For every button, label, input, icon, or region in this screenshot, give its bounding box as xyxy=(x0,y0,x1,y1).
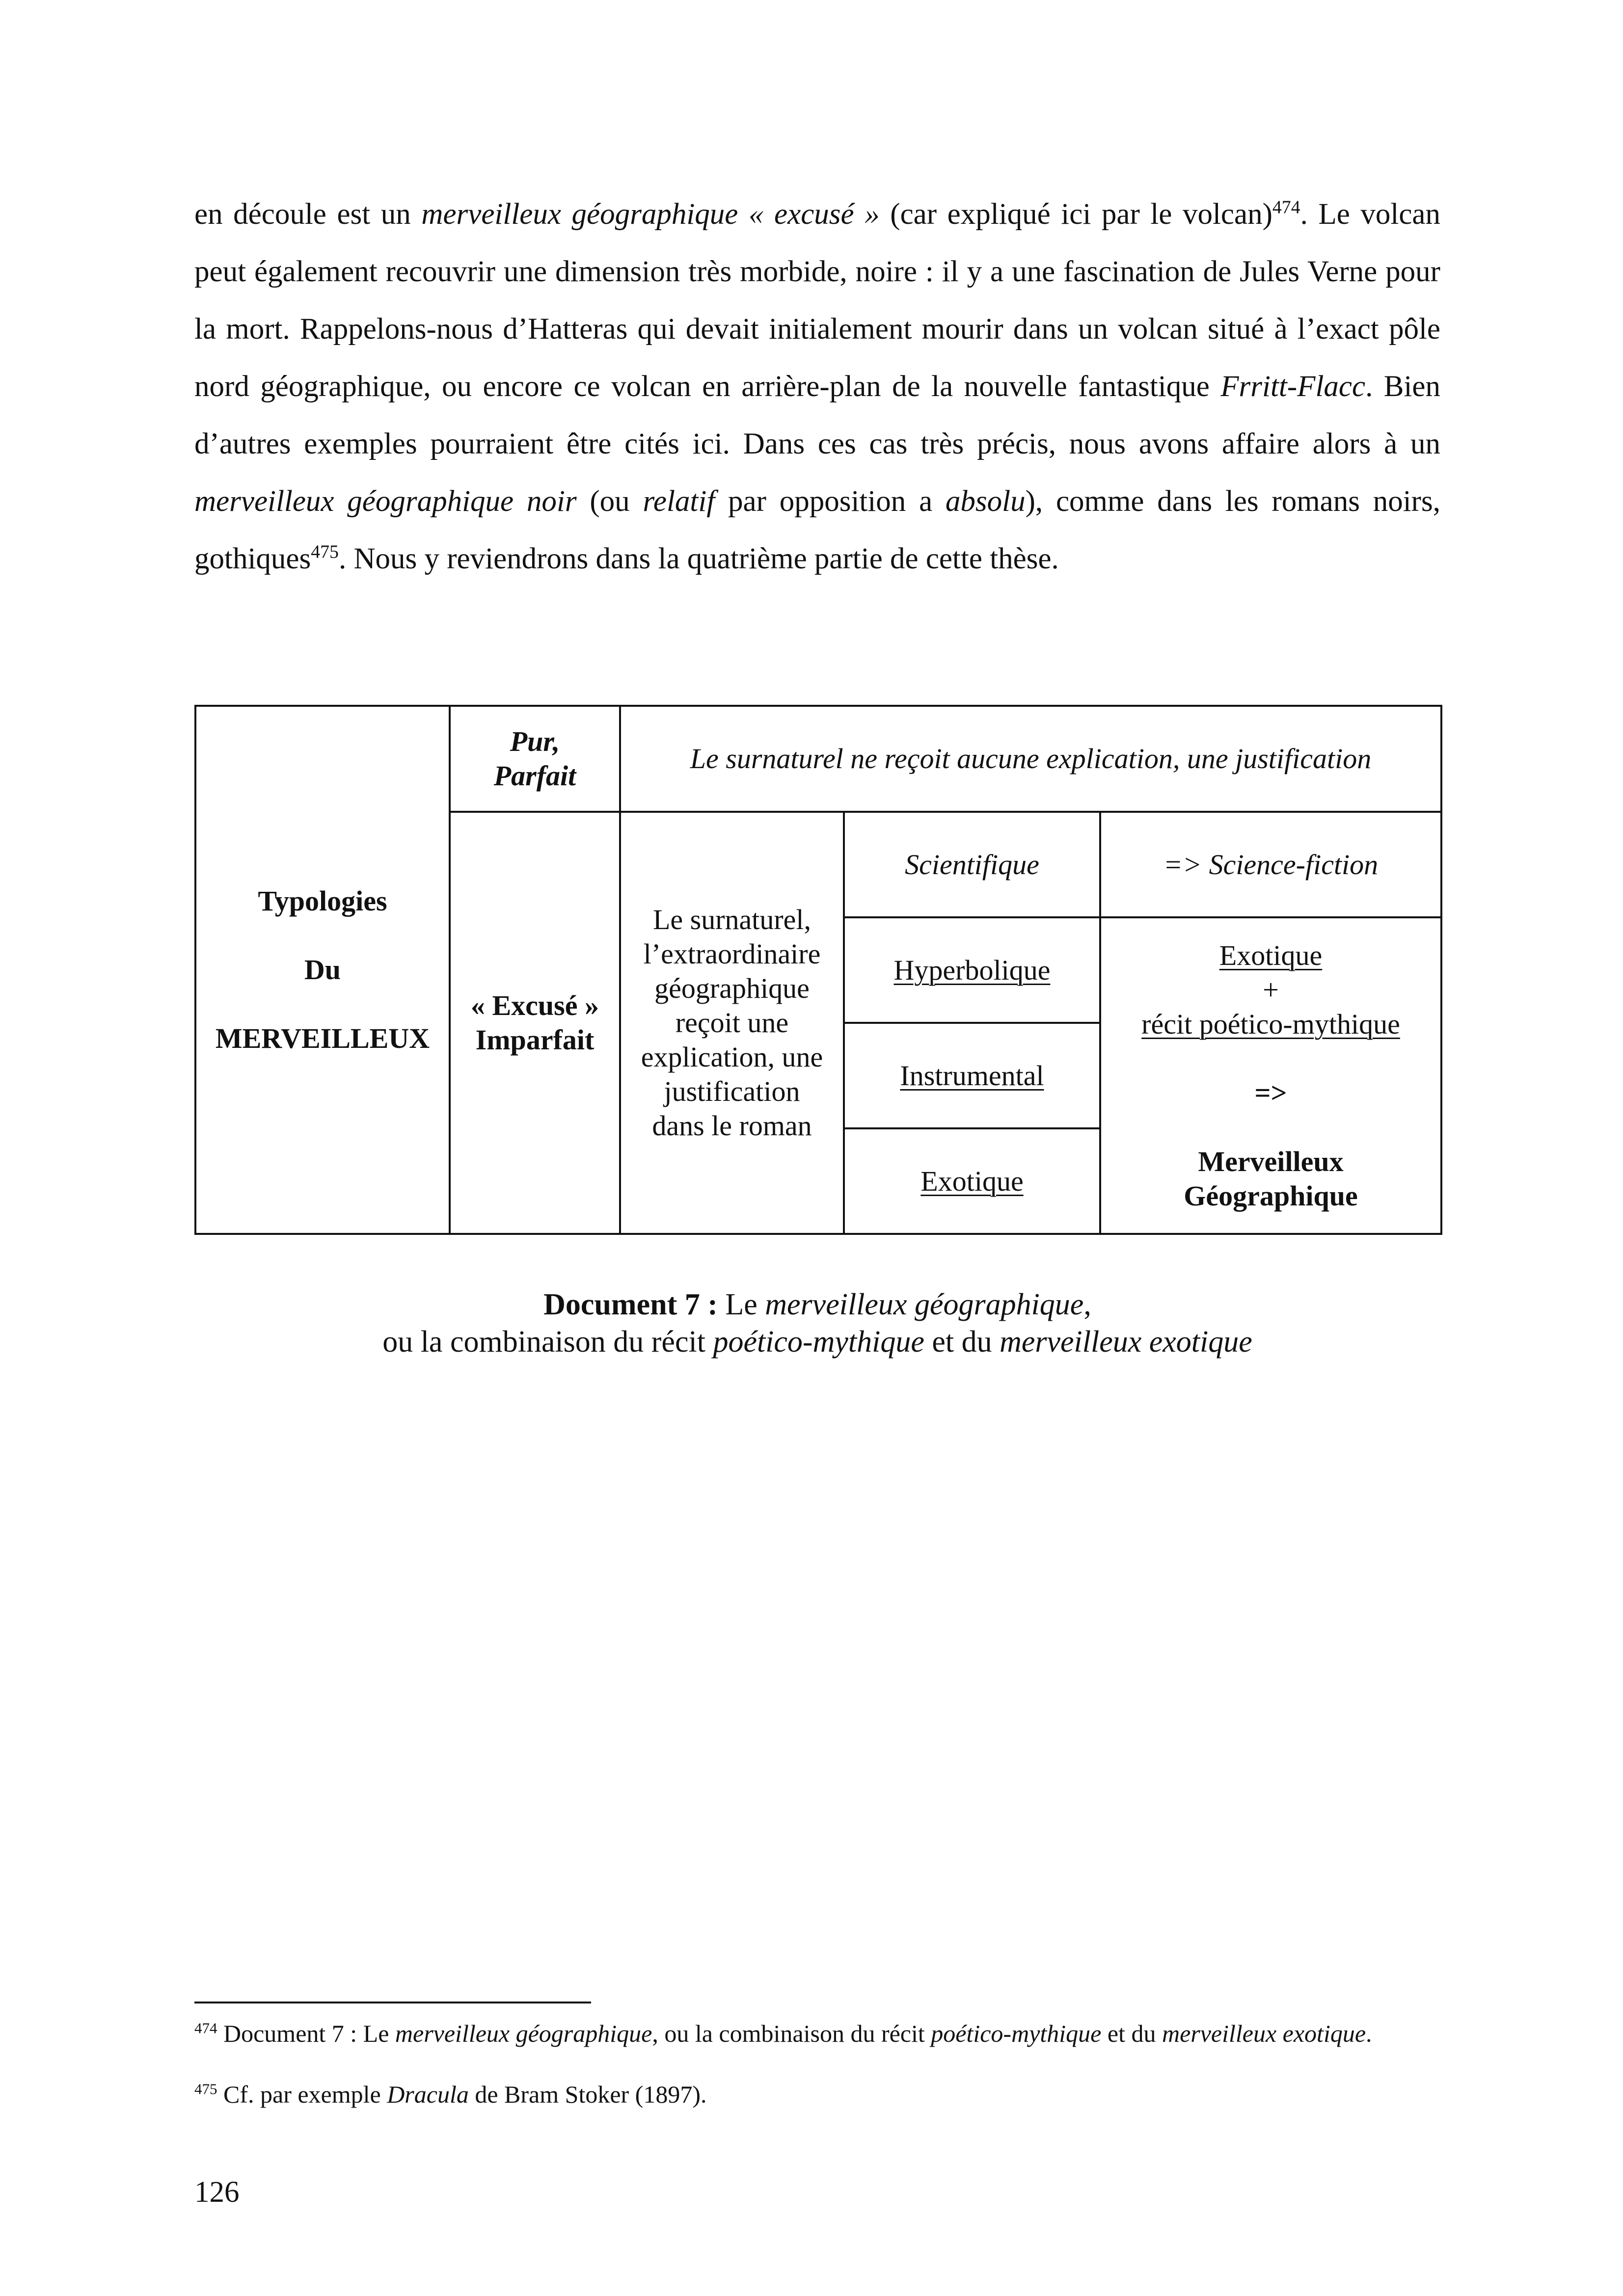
subtype-hyperbolique xyxy=(844,917,1100,1023)
category-excuse-imparfait xyxy=(450,812,620,1234)
subtype-label: Instrumental xyxy=(900,1059,1044,1092)
result-line: Géographique xyxy=(1184,1179,1358,1212)
result-line: Exotique xyxy=(1219,939,1323,971)
description-line: Le surnaturel, xyxy=(652,904,812,935)
subtype-label: Exotique xyxy=(920,1165,1024,1197)
caption-text: , xyxy=(1083,1288,1091,1321)
result-arrow: => xyxy=(1254,1076,1287,1109)
result-line: Merveilleux xyxy=(1198,1145,1344,1177)
footnote-text: Cf. par exemple xyxy=(217,2081,387,2108)
figure-caption xyxy=(194,1286,1440,1361)
body-text: . Le volcan peut également recouvrir une dimension très morbide, noire : il y a une fascination de Jules Verne pour la mort. Rappelons-nous d’Hatteras qui devait initialement mourir dans un volcan situé à l’exact pôle nord géographique, ou encore ce volcan en arrière-plan de la nouvelle fantastique xyxy=(194,198,1440,403)
footnote-emphasis: merveilleux géographique xyxy=(395,2020,652,2047)
footnote-475 xyxy=(194,2080,1440,2109)
body-paragraph xyxy=(194,186,1440,587)
page-number: 126 xyxy=(194,2176,240,2209)
description-line: l’extraordinaire xyxy=(643,938,821,970)
body-text: (ou xyxy=(576,485,643,518)
footnote-text: Document 7 : Le xyxy=(217,2020,395,2047)
typology-table xyxy=(194,705,1442,1235)
spacer xyxy=(1106,1110,1435,1145)
footnote-474 xyxy=(194,2019,1440,2048)
typology-row-header xyxy=(195,706,450,1234)
footnote-reference-474[interactable]: 474 xyxy=(1272,197,1300,218)
category-label: « Excusé » xyxy=(471,989,599,1021)
footnote-emphasis: merveilleux exotique xyxy=(1162,2020,1366,2047)
body-text: . Bien d’autres exemples pourraient être cités ici. Dans ces cas très précis, nous avons affaire alors à un xyxy=(194,370,1440,460)
caption-emphasis: poético-mythique xyxy=(713,1325,924,1359)
category-label: Parfait xyxy=(493,760,576,792)
description-line: justification xyxy=(664,1075,800,1107)
footnote-separator xyxy=(194,2002,591,2003)
spacer xyxy=(201,987,444,1021)
footnote-text: . xyxy=(1366,2020,1372,2047)
body-emphasis: relatif xyxy=(643,485,715,518)
pur-description: Le surnaturel ne reçoit aucune explication, une justification xyxy=(620,706,1441,812)
subtype-scientifique: Scientifique xyxy=(844,812,1100,917)
row-header-line: Typologies xyxy=(258,885,387,917)
result-science-fiction: => Science-fiction xyxy=(1100,812,1441,917)
row-header-line: MERVEILLEUX xyxy=(215,1022,430,1054)
subtype-label: Hyperbolique xyxy=(893,954,1051,986)
result-plus: + xyxy=(1263,973,1279,1006)
row-header-line: Du xyxy=(304,954,341,986)
category-pur-parfait xyxy=(450,706,620,812)
description-line: dans le roman xyxy=(652,1110,812,1142)
caption-text: ou la combinaison du récit xyxy=(382,1325,713,1359)
category-label: Pur, xyxy=(510,725,560,757)
body-text: ), comme dans les romans noirs, gothiques xyxy=(194,485,1440,575)
footnote-emphasis: Dracula xyxy=(387,2081,469,2108)
excuse-description xyxy=(620,812,844,1234)
footnote-text: , ou la combinaison du récit xyxy=(652,2020,931,2047)
result-line: récit poético-mythique xyxy=(1141,1008,1400,1040)
footnote-number: 475 xyxy=(194,2080,217,2098)
description-line: reçoit une xyxy=(675,1007,789,1039)
subtype-exotique xyxy=(844,1128,1100,1234)
body-emphasis: Frritt-Flacc xyxy=(1220,370,1366,403)
spacer xyxy=(1106,1041,1435,1076)
result-merveilleux-geographique xyxy=(1100,917,1441,1234)
footnote-reference-475[interactable]: 475 xyxy=(311,541,339,562)
caption-text: Le xyxy=(717,1288,765,1321)
body-text: en découle est un xyxy=(194,198,422,231)
footnote-text: de Bram Stoker (1897). xyxy=(468,2081,707,2108)
body-emphasis: merveilleux géographique noir xyxy=(194,485,577,518)
footnote-emphasis: poético-mythique xyxy=(931,2020,1102,2047)
body-emphasis: merveilleux géographique « excusé » xyxy=(421,198,880,231)
body-text: . Nous y reviendrons dans la quatrième partie de cette thèse. xyxy=(338,542,1059,575)
description-line: géographique xyxy=(654,972,810,1004)
description-line: explication, une xyxy=(641,1041,823,1073)
caption-emphasis: merveilleux géographique xyxy=(765,1288,1084,1321)
caption-text: et du xyxy=(924,1325,1000,1359)
body-text: par opposition a xyxy=(715,485,946,518)
category-label: Imparfait xyxy=(475,1024,595,1056)
footnote-text: et du xyxy=(1101,2020,1162,2047)
footnote-number: 474 xyxy=(194,2019,217,2037)
caption-emphasis: merveilleux exotique xyxy=(1000,1325,1252,1359)
spacer xyxy=(201,918,444,953)
caption-label: Document 7 : xyxy=(543,1288,718,1321)
body-text: (car expliqué ici par le volcan) xyxy=(879,198,1272,231)
subtype-instrumental xyxy=(844,1023,1100,1128)
body-emphasis: absolu xyxy=(945,485,1026,518)
